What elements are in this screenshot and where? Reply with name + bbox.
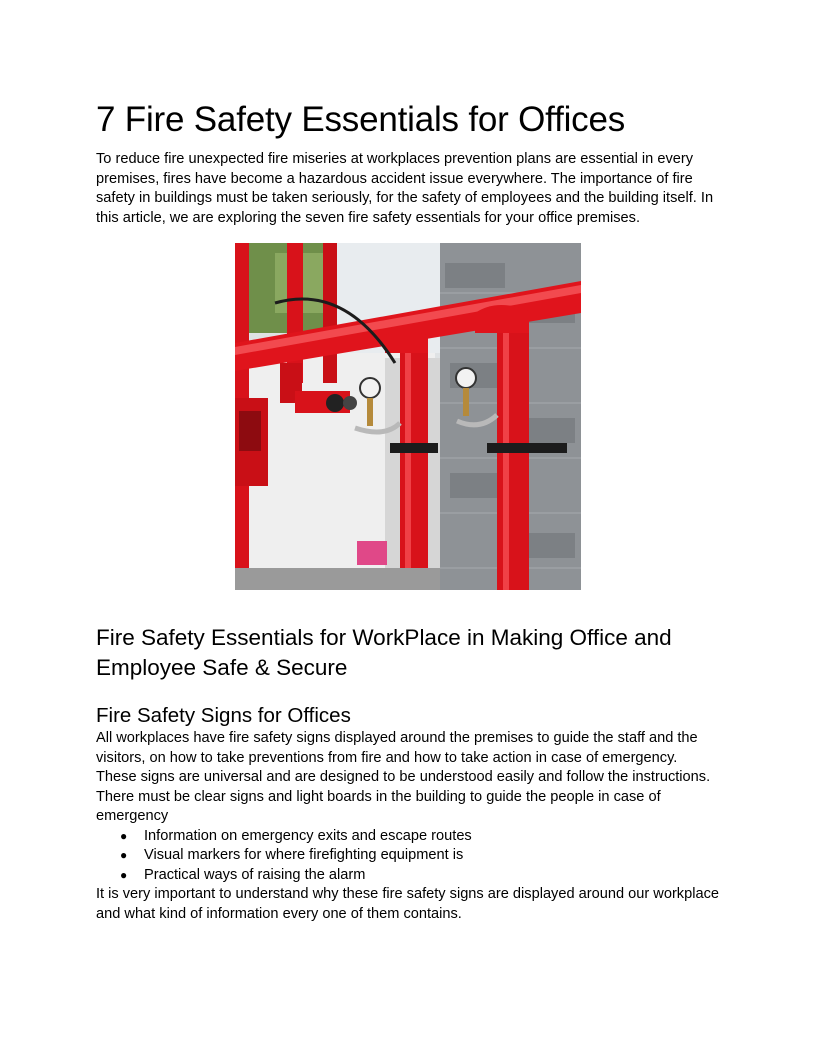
bullet-icon: ● — [120, 828, 128, 843]
bullet-icon: ● — [120, 867, 128, 882]
subsection-heading: Fire Safety Signs for Offices — [96, 704, 351, 727]
intro-paragraph: To reduce fire unexpected fire miseries at workplaces prevention plans are essential in every premises, fires have become a hazardous accident issue everywhere. The importance of fire safety in buildings must be taken seriously, for the safety of employees and the building itself. In this article, we are exploring the seven fire safety essentials for your office premises. — [96, 151, 714, 226]
bullet-list — [96, 827, 720, 886]
document-page — [96, 96, 720, 924]
list-item-text: Information on emergency exits and escape routes — [144, 827, 472, 844]
closing-paragraph: It is very important to understand why these fire safety signs are displayed around our workplace and what kind of information every one of them contains. — [96, 886, 719, 922]
list-item — [120, 827, 720, 847]
list-item — [120, 846, 720, 866]
subsection-paragraph: All workplaces have fire safety signs displayed around the premises to guide the staff and the visitors, on how to take preventions from fire and how to take action in case of emergency. These signs are universal and are designed to be understood easily and follow the instructions. There must be clear signs and light boards in the building to guide the people in case of emergency — [96, 730, 711, 824]
list-item — [120, 866, 720, 886]
fire-sprinkler-pipes-photo — [235, 243, 581, 590]
document-title: 7 Fire Safety Essentials for Offices — [96, 100, 626, 139]
section-heading: Fire Safety Essentials for WorkPlace in Making Office and Employee Safe & Secure — [96, 625, 672, 680]
list-item-text: Practical ways of raising the alarm — [144, 866, 366, 883]
list-item-text: Visual markers for where firefighting equipment is — [144, 847, 464, 863]
bullet-icon: ● — [120, 848, 128, 862]
